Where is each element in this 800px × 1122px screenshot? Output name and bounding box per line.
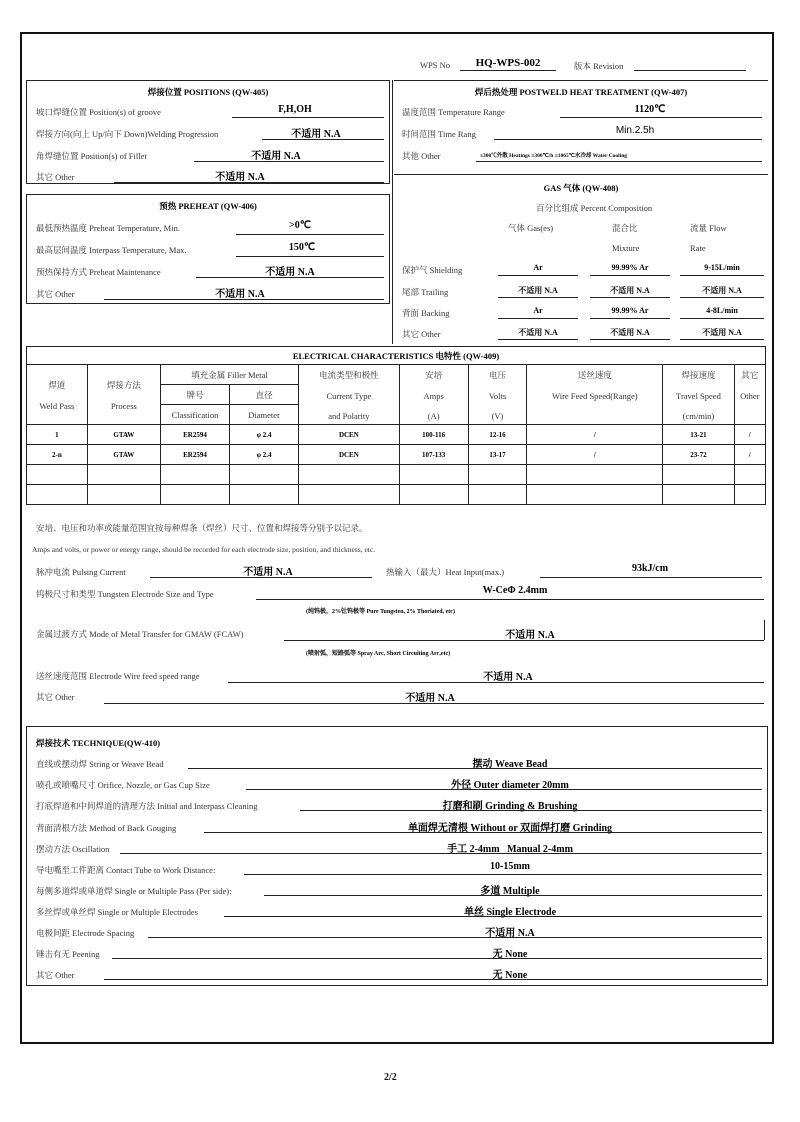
heat-input-value: 93kJ/cm <box>631 563 669 574</box>
electrical-header-class2: Classification <box>160 405 229 425</box>
gas-shielding-flow: 9-15L/min <box>704 263 740 272</box>
electrical-header-volts: 电压 Volts (V) <box>468 365 527 425</box>
misc-other-label: 其它 Other <box>36 692 75 702</box>
technique-backgouging-label: 背面清根方法 Method of Back Gouging <box>36 823 177 833</box>
electrical-header-weldpass: 焊道 Weld Pass <box>27 365 88 425</box>
transfer-value: 不适用 N.A <box>505 630 555 641</box>
gas-trailing-flow: 不适用 N.A <box>702 286 742 295</box>
gas-shielding-label: 保护气 Shielding <box>402 265 463 275</box>
table-row-empty <box>27 465 766 485</box>
technique-electrodes-value: 单丝 Single Electrode <box>463 907 557 918</box>
electrical-header-process: 焊接方法 Process <box>87 365 160 425</box>
gas-trailing-label: 尾部 Trailing <box>402 287 449 297</box>
preheat-maintenance-label: 预热保持方式 Preheat Maintenance <box>36 267 161 277</box>
wps-value: HQ-WPS-002 <box>475 57 541 69</box>
tungsten-note: (纯钨极，2%钍钨极等 Pure Tungsten, 2% Thoriated, etc) <box>306 609 455 615</box>
gas-col-gas: 气体 Gas(es) <box>508 223 554 233</box>
pwht-temp-label: 温度范围 Temperature Range <box>402 107 505 117</box>
gas-other-flow: 不适用 N.A <box>702 328 742 337</box>
preheat-other-label: 其它 Other <box>36 289 75 299</box>
preheat-title: 预热 PREHEAT (QW-406) <box>159 201 257 211</box>
electrical-header-wire: 送丝速度 Wire Feed Speed(Range) <box>527 365 663 425</box>
technique-title: 焊接技术 TECHNIQUE(QW-410) <box>36 738 161 748</box>
heat-input-label: 热输入（最大）Heat Input(max.) <box>386 567 505 577</box>
positions-groove-label: 坡口焊缝位置 Position(s) of groove <box>36 107 161 117</box>
positions-fillet-label: 角焊缝位置 Position(s) of Fillet <box>36 151 147 161</box>
electrical-header-amps: 安培 Amps (A) <box>399 365 468 425</box>
gas-title: GAS 气体 (QW-408) <box>543 183 619 193</box>
technique-backgouging-value: 单面焊无清根 Without or 双面焊打磨 Grinding <box>407 823 613 834</box>
technique-other-value: 无 None <box>492 970 528 981</box>
wirefeed-value: 不适用 N.A <box>483 672 533 683</box>
revision-label: 版本 Revision <box>574 61 624 71</box>
pwht-time-label: 时间范围 Time Rang <box>402 129 476 139</box>
technique-distance-label: 导电嘴至工件距离 Contact Tube to Work Distance: <box>36 865 216 875</box>
positions-fillet-value: 不适用 N.A <box>251 151 301 162</box>
positions-other-value: 不适用 N.A <box>215 172 265 183</box>
positions-title: 焊接位置 POSITIONS (QW-405) <box>147 87 269 97</box>
gas-other-mix: 不适用 N.A <box>610 328 650 337</box>
positions-other-label: 其它 Other <box>36 172 75 182</box>
pwht-other-value: ≤300℃外散 Heatings ≥300℃/h ≥1065℃水冷却 Water Cooling <box>480 153 628 159</box>
gas-shielding-mix: 99.99% Ar <box>611 263 649 272</box>
transfer-note: (喷射弧，短路弧等 Spray Arc, Short Circuiting Arc,etc) <box>306 651 451 657</box>
technique-electrodes-label: 多丝焊或单丝焊 Single or Multiple Electrodes <box>36 907 198 917</box>
misc-other-value: 不适用 N.A <box>405 693 455 704</box>
electrical-title: ELECTRICAL CHARACTERISTICS 电特性 (QW-409) <box>27 347 766 365</box>
technique-oscillation-label: 摆动方法 Oscillation <box>36 844 110 854</box>
page-number: 2/2 <box>384 1072 397 1083</box>
pwht-time-value: Min.2.5h <box>615 125 655 136</box>
gas-col-flow1: 流量 Flow <box>690 223 727 233</box>
pulsing-label: 脉冲电流 Pulsing Current <box>36 567 126 577</box>
gas-backing-mix: 99.99% Ar <box>611 306 649 315</box>
preheat-min-value: >0℃ <box>289 220 311 231</box>
technique-distance-value: 10-15mm <box>490 861 530 872</box>
positions-progression-label: 焊接方向(向上 Up/向下 Down)Welding Progression <box>36 129 219 139</box>
preheat-interpass-label: 最高层间温度 Interpass Temperature, Max. <box>36 245 187 255</box>
technique-cleaning-value: 打磨和刷 Grinding & Brushing <box>442 801 578 812</box>
electrical-header-current: 电流类型和极性 Current Type and Polarity <box>299 365 399 425</box>
gas-col-flow2: Rate <box>690 243 706 253</box>
table-row: 2-n GTAW ER2594 φ 2.4 DCEN 107-133 13-17 / 23-72 / <box>27 445 766 465</box>
gas-col-mix1: 混合比 <box>612 223 638 233</box>
positions-progression-value: 不适用 N.A <box>291 129 341 140</box>
gas-shielding-gas: Ar <box>533 263 543 272</box>
technique-passes-value: 多道 Multiple <box>480 886 540 897</box>
wirefeed-label: 送丝速度范围 Electrode Wire feed speed range <box>36 671 200 681</box>
pulsing-value: 不适用 N.A <box>243 567 293 578</box>
transfer-label: 金属过渡方式 Mode of Metal Transfer for GMAW (FCAW) <box>36 629 244 639</box>
pwht-title: 焊后热处理 POSTWELD HEAT TREATMENT (QW-407) <box>474 87 688 97</box>
technique-peening-value: 无 None <box>492 949 528 960</box>
electrical-header-dia1: 直径 <box>230 385 299 405</box>
note-en: Amps and volts, or power or energy range, should be recorded for each electrode size, position, and thickness, etc. <box>32 545 376 554</box>
gas-other-gas: 不适用 N.A <box>518 328 558 337</box>
electrical-table <box>26 346 766 505</box>
tungsten-label: 钨极尺寸和类型 Tungsten Electrode Size and Type <box>36 589 214 599</box>
technique-oscillation-value: 手工 2-4mm Manual 2-4mm <box>447 844 573 855</box>
technique-peening-label: 锤击有无 Peening <box>36 949 100 959</box>
electrical-header-class1: 牌号 <box>160 385 229 405</box>
technique-passes-label: 每侧多道焊或单道焊 Single or Multiple Pass (Per side): <box>36 886 232 896</box>
gas-other-label: 其它 Other <box>402 329 441 339</box>
preheat-interpass-value: 150℃ <box>288 242 316 253</box>
electrical-header-dia2: Diameter <box>230 405 299 425</box>
wps-label: WPS No <box>420 60 450 70</box>
electrical-header-travel: 焊接速度 Travel Speed (cm/min) <box>663 365 734 425</box>
tungsten-value: W-CeΦ 2.4mm <box>482 585 548 596</box>
technique-spacing-label: 电极间距 Electrode Spacing <box>36 928 135 938</box>
note-cn: 安培、电压和功率或能量范围宜按每种焊条（焊丝）尺寸、位置和焊接等分别予以记录。 <box>36 523 368 533</box>
technique-weave-label: 直线或摆动焊 String or Weave Bead <box>36 759 164 769</box>
gas-subtitle: 百分比组成 Percent Composition <box>536 203 653 213</box>
gas-backing-gas: Ar <box>533 306 543 315</box>
electrical-header-filler: 填充金属 Filler Metal <box>160 365 298 385</box>
technique-other-label: 其它 Other <box>36 970 75 980</box>
pwht-temp-value: 1120℃ <box>634 104 666 115</box>
table-row-empty <box>27 485 766 505</box>
gas-col-mix2: Mixture <box>612 243 640 253</box>
table-row: 1 GTAW ER2594 φ 2.4 DCEN 100-116 12-16 / 13-21 / <box>27 425 766 445</box>
technique-cleaning-label: 打底焊道和中间焊道的清理方法 Initial and Interpass Cleaning <box>36 801 258 811</box>
technique-spacing-value: 不适用 N.A <box>485 928 535 939</box>
electrical-header-other: 其它 Other <box>734 365 765 425</box>
gas-trailing-mix: 不适用 N.A <box>610 286 650 295</box>
preheat-other-value: 不适用 N.A <box>215 289 265 300</box>
technique-weave-value: 摆动 Weave Bead <box>472 759 548 770</box>
gas-backing-label: 背面 Backing <box>402 308 450 318</box>
positions-groove-value: F,H,OH <box>278 104 312 115</box>
pwht-other-label: 其他 Other <box>402 151 441 161</box>
technique-orifice-label: 喷孔或喷嘴尺寸 Orifice, Nozzle, or Gas Cup Size <box>36 780 210 790</box>
technique-orifice-value: 外径 Outer diameter 20mm <box>451 780 569 791</box>
preheat-maintenance-value: 不适用 N.A <box>265 267 315 278</box>
gas-backing-flow: 4-8L/min <box>706 306 738 315</box>
preheat-min-label: 最低预热温度 Preheat Temperature, Min. <box>36 223 180 233</box>
gas-trailing-gas: 不适用 N.A <box>518 286 558 295</box>
